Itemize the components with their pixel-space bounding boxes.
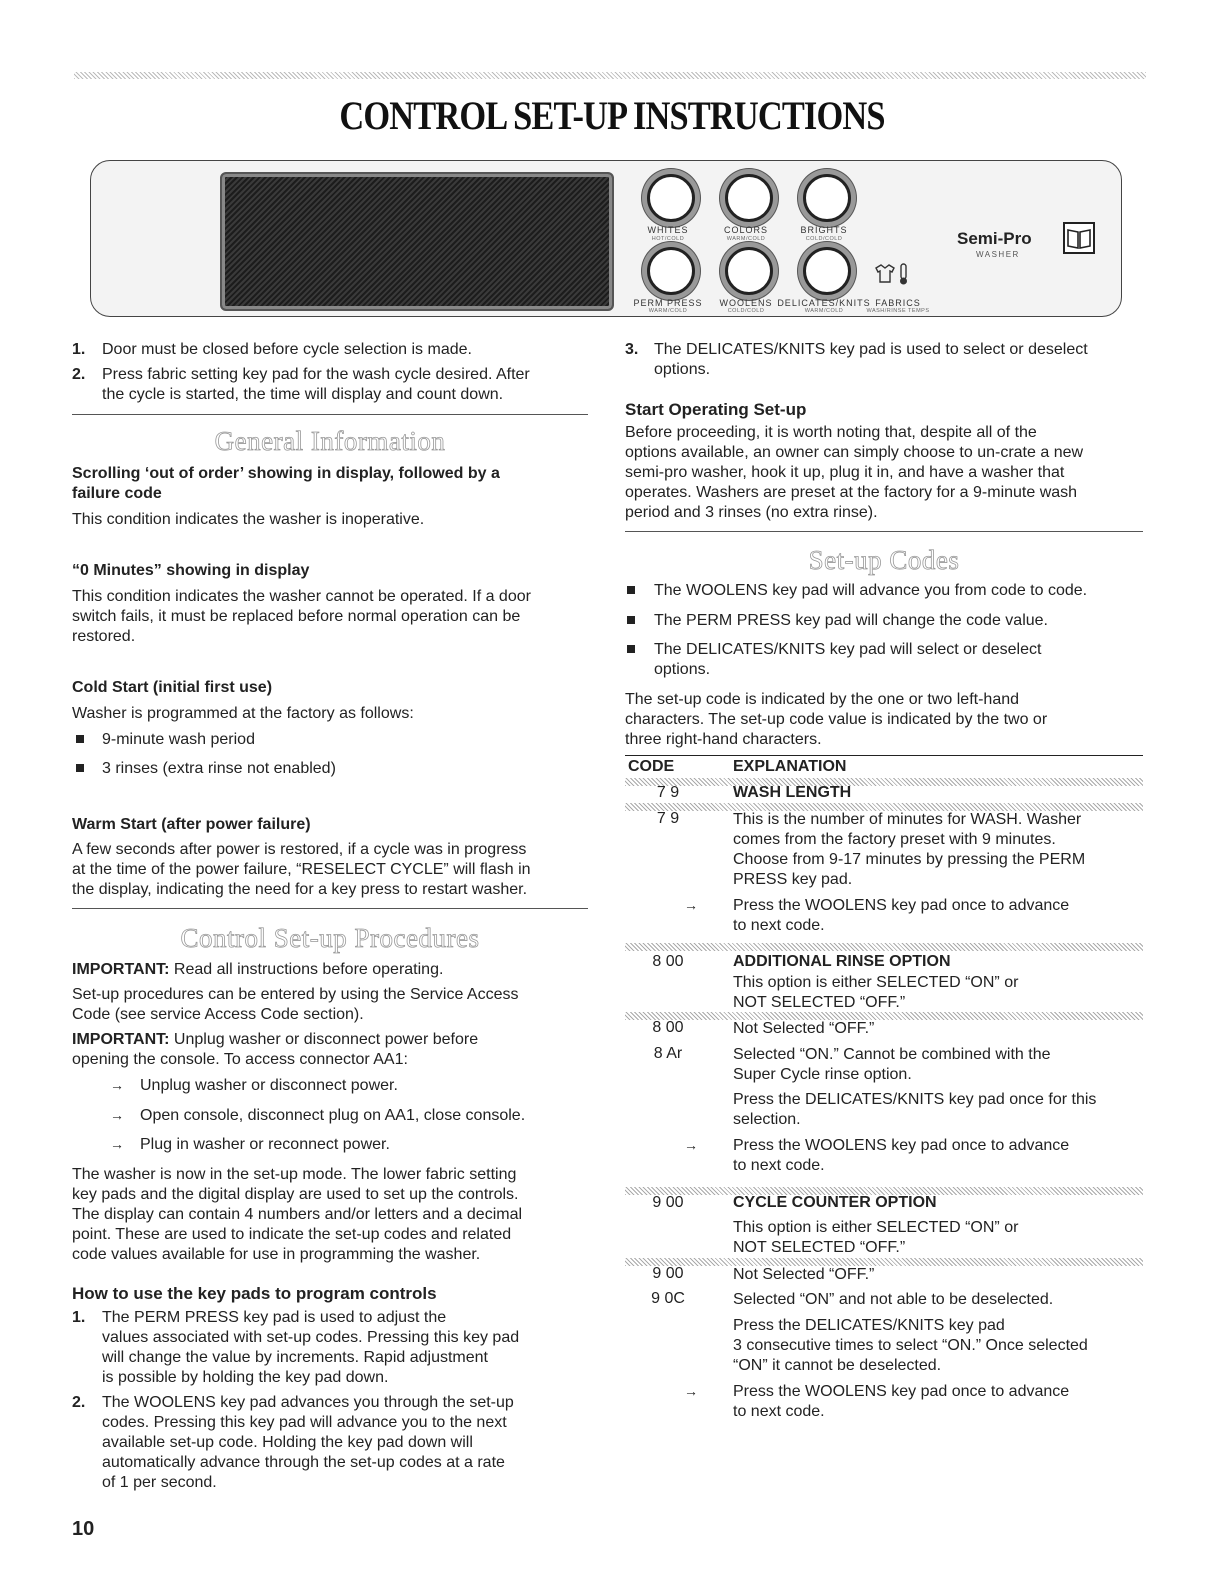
code-bullet-2: The PERM PRESS key pad will change the code value. bbox=[654, 612, 1048, 629]
delicates-knits-sub: WARM/COLD bbox=[804, 308, 844, 314]
code-text-line2: characters. The set-up code value is indicated by the two or bbox=[625, 711, 1048, 728]
page-number: 10 bbox=[72, 1518, 95, 1540]
setup-line1: The washer is now in the set-up mode. The lower fabric setting bbox=[72, 1166, 517, 1183]
howto-1-line3: will change the value by increments. Rapid adjustment bbox=[102, 1349, 488, 1366]
table-top-rule bbox=[625, 755, 1143, 756]
important-2: IMPORTANT: Unplug washer or disconnect power before bbox=[72, 1031, 479, 1048]
colors-knob bbox=[725, 174, 773, 222]
delicates-knits-knob bbox=[803, 247, 851, 295]
arrow-icon: → bbox=[684, 897, 698, 913]
start-line2: options available, an owner can simply choose to un-crate a new bbox=[625, 444, 1084, 461]
howto-heading: How to use the key pads to program controls bbox=[72, 1284, 437, 1303]
gi2-heading: “0 Minutes” showing in display bbox=[72, 562, 310, 579]
start-operating-heading: Start Operating Set-up bbox=[625, 400, 807, 419]
r800-line1: This option is either SELECTED “ON” or bbox=[733, 974, 1019, 991]
proc-arrow-3: Plug in washer or reconnect power. bbox=[140, 1136, 390, 1153]
fabrics-sub: WASH/RINSE TEMPS bbox=[866, 308, 930, 314]
step-3-num: 3. bbox=[625, 341, 639, 358]
step-1-num: 1. bbox=[72, 341, 86, 358]
colors-sub: WARM/COLD bbox=[726, 236, 766, 242]
code-bullet-1: The WOOLENS key pad will advance you from code to code. bbox=[654, 582, 1088, 599]
howto-2-num: 2. bbox=[72, 1394, 86, 1411]
bullet bbox=[627, 616, 635, 624]
gi4-line3: the display, indicating the need for a key press to restart washer. bbox=[72, 881, 528, 898]
gi3-text: Washer is programmed at the factory as follows: bbox=[72, 705, 414, 722]
r8ar-line2: Super Cycle rinse option. bbox=[733, 1066, 912, 1083]
r800-line2: NOT SELECTED “OFF.” bbox=[733, 994, 906, 1011]
gi1-heading-line2: failure code bbox=[72, 485, 162, 502]
code-text-line1: The set-up code is indicated by the one or two left-hand bbox=[625, 691, 1020, 708]
perm-press-label: PERM PRESS bbox=[633, 298, 703, 308]
proc-arrow-1: Unplug washer or disconnect power. bbox=[140, 1077, 398, 1094]
advance-2-line2: to next code. bbox=[733, 1157, 825, 1174]
digital-display bbox=[220, 172, 614, 311]
general-information-heading: General Information bbox=[214, 426, 446, 456]
code-text-line3: three right-hand characters. bbox=[625, 731, 822, 748]
hatch-rule bbox=[625, 943, 1143, 951]
gi3-heading: Cold Start (initial first use) bbox=[72, 679, 273, 696]
setup-line5: code values available for use in programming the washer. bbox=[72, 1246, 481, 1263]
advance-3-line2: to next code. bbox=[733, 1403, 825, 1420]
gi4-heading: Warm Start (after power failure) bbox=[72, 816, 311, 833]
colors-label: COLORS bbox=[723, 225, 768, 235]
whites-knob bbox=[647, 174, 695, 222]
advance-1-line2: to next code. bbox=[733, 917, 825, 934]
gi1-text: This condition indicates the washer is inoperative. bbox=[72, 511, 425, 528]
setup-line3: The display can contain 4 numbers and/or letters and a decimal bbox=[72, 1206, 523, 1223]
brand-sub: WASHER bbox=[976, 250, 1020, 259]
gi3-bullet-2: 3 rinses (extra rinse not enabled) bbox=[102, 760, 336, 777]
woolens-sub: COLD/COLD bbox=[727, 308, 765, 314]
step-3-line2: options. bbox=[654, 361, 711, 378]
bullet bbox=[627, 586, 635, 594]
howto-2-line3: available set-up code. Holding the key pad down will bbox=[102, 1434, 473, 1451]
gi2-line2: switch fails, it must be replaced before normal operation can be bbox=[72, 608, 521, 625]
brights-knob bbox=[803, 174, 851, 222]
control-setup-procedures-heading: Control Set-up Procedures bbox=[180, 923, 480, 953]
r900-line2: NOT SELECTED “OFF.” bbox=[733, 1239, 906, 1256]
step-2-text-line1: Press fabric setting key pad for the wash cycle desired. After bbox=[102, 366, 530, 383]
advance-3-line1: Press the WOOLENS key pad once to advance bbox=[733, 1383, 1070, 1400]
code-800-head: 8 00 bbox=[652, 953, 684, 970]
step-2-text-line2: the cycle is started, the time will display and count down. bbox=[102, 386, 504, 403]
r8ar-line1: Selected “ON.” Cannot be combined with the bbox=[733, 1046, 1051, 1063]
perm-press-knob bbox=[647, 247, 695, 295]
gi3-bullet-1: 9-minute wash period bbox=[102, 731, 255, 748]
start-line1: Before proceeding, it is worth noting that, despite all of the bbox=[625, 424, 1037, 441]
divider bbox=[72, 908, 588, 909]
step-1-text: Door must be closed before cycle selection is made. bbox=[102, 341, 472, 358]
code-900-head: 9 00 bbox=[652, 1194, 684, 1211]
shirt-thermometer-icon bbox=[872, 262, 922, 286]
gi1-heading-line1: Scrolling ‘out of order’ showing in display, followed by a bbox=[72, 465, 500, 482]
r90c-press-line1: Press the DELICATES/KNITS key pad bbox=[733, 1317, 1005, 1334]
start-line3: semi-pro washer, hook it up, plug it in, and have a washer that bbox=[625, 464, 1065, 481]
whites-label: WHITES bbox=[647, 225, 689, 235]
code-900: 9 00 bbox=[652, 1265, 684, 1282]
manual-book-icon bbox=[1063, 222, 1095, 254]
proc-arrow-2: Open console, disconnect plug on AA1, close console. bbox=[140, 1107, 526, 1124]
advance-1-line1: Press the WOOLENS key pad once to advance bbox=[733, 897, 1070, 914]
code-800: 8 00 bbox=[652, 1019, 684, 1036]
r79-line1: This is the number of minutes for WASH. Washer bbox=[733, 811, 1082, 828]
code-79-head: 7 9 bbox=[656, 784, 680, 801]
setup-line2: key pads and the digital display are used to set up the controls. bbox=[72, 1186, 519, 1203]
arrow-icon: → bbox=[684, 1137, 698, 1153]
r90c-text: Selected “ON” and not able to be deselected. bbox=[733, 1291, 1054, 1308]
howto-1-line4: is possible by holding the key pad down. bbox=[102, 1369, 389, 1386]
woolens-label: WOOLENS bbox=[719, 298, 773, 308]
perm-press-sub: WARM/COLD bbox=[648, 308, 688, 314]
code-8ar: 8 Ar bbox=[653, 1045, 683, 1062]
bullet bbox=[627, 645, 635, 653]
howto-2-line1: The WOOLENS key pad advances you through the set-up bbox=[102, 1394, 514, 1411]
code-90c: 9 0C bbox=[651, 1290, 685, 1307]
arrow-icon: → bbox=[110, 1107, 124, 1123]
bullet bbox=[76, 735, 84, 743]
r79-line3: Choose from 9-17 minutes by pressing the PERM bbox=[733, 851, 1086, 868]
advance-2-line1: Press the WOOLENS key pad once to advance bbox=[733, 1137, 1070, 1154]
brights-label: BRIGHTS bbox=[800, 225, 848, 235]
r8ar-press-line1: Press the DELICATES/KNITS key pad once for this bbox=[733, 1091, 1097, 1108]
step-2-num: 2. bbox=[72, 366, 86, 383]
delicates-knits-label: DELICATES/KNITS bbox=[777, 298, 871, 308]
howto-1-num: 1. bbox=[72, 1309, 86, 1326]
setup-codes-heading: Set-up Codes bbox=[808, 545, 960, 575]
woolens-knob bbox=[725, 247, 773, 295]
important-1: IMPORTANT: Read all instructions before operating. bbox=[72, 961, 444, 978]
gi2-line1: This condition indicates the washer cannot be operated. If a door bbox=[72, 588, 531, 605]
additional-rinse-title: ADDITIONAL RINSE OPTION bbox=[733, 953, 951, 970]
wash-length-title: WASH LENGTH bbox=[733, 784, 852, 801]
arrow-icon: → bbox=[684, 1383, 698, 1399]
code-bullet-3-line1: The DELICATES/KNITS key pad will select or deselect bbox=[654, 641, 1042, 658]
divider bbox=[625, 531, 1143, 532]
top-rule bbox=[74, 72, 1146, 79]
brights-sub: COLD/COLD bbox=[805, 236, 843, 242]
code-79: 7 9 bbox=[656, 810, 680, 827]
gi4-line2: at the time of the power failure, “RESELECT CYCLE” will flash in bbox=[72, 861, 531, 878]
r79-line2: comes from the factory preset with 9 minutes. bbox=[733, 831, 1056, 848]
howto-2-line2: codes. Pressing this key pad will advance you to the next bbox=[102, 1414, 507, 1431]
start-line4: operates. Washers are preset at the factory for a 9-minute wash bbox=[625, 484, 1078, 501]
th-code: CODE bbox=[628, 758, 675, 775]
bullet bbox=[76, 764, 84, 772]
arrow-icon: → bbox=[110, 1077, 124, 1093]
r900-line1: This option is either SELECTED “ON” or bbox=[733, 1219, 1019, 1236]
page-title: CONTROL SET-UP INSTRUCTIONS bbox=[339, 93, 885, 138]
howto-2-line5: of 1 per second. bbox=[102, 1474, 217, 1491]
r800-not-selected: Not Selected “OFF.” bbox=[733, 1020, 875, 1037]
divider bbox=[72, 414, 588, 415]
howto-2-line4: automatically advance through the set-up codes at a rate bbox=[102, 1454, 505, 1471]
proc-text-line1: Set-up procedures can be entered by using the Service Access bbox=[72, 986, 519, 1003]
step-3-line1: The DELICATES/KNITS key pad is used to select or deselect bbox=[654, 341, 1088, 358]
brand-name: Semi-Pro bbox=[957, 229, 1032, 248]
howto-1-line1: The PERM PRESS key pad is used to adjust the bbox=[102, 1309, 447, 1326]
whites-sub: HOT/COLD bbox=[651, 236, 685, 242]
fabrics-label: FABRICS bbox=[875, 298, 921, 308]
gi4-line1: A few seconds after power is restored, if a cycle was in progress bbox=[72, 841, 527, 858]
proc-text-line2: Code (see service Access Code section). bbox=[72, 1006, 364, 1023]
r90c-press-line2: 3 consecutive times to select “ON.” Once selected bbox=[733, 1337, 1088, 1354]
th-explanation: EXPLANATION bbox=[733, 758, 847, 775]
start-line5: period and 3 rinses (no extra rinse). bbox=[625, 504, 878, 521]
howto-1-line2: values associated with set-up codes. Pressing this key pad bbox=[102, 1329, 520, 1346]
r8ar-press-line2: selection. bbox=[733, 1111, 801, 1128]
cycle-counter-title: CYCLE COUNTER OPTION bbox=[733, 1194, 937, 1211]
r79-line4: PRESS key pad. bbox=[733, 871, 853, 888]
arrow-icon: → bbox=[110, 1136, 124, 1152]
important-2-line2: opening the console. To access connector AA1: bbox=[72, 1051, 408, 1068]
r90c-press-line3: “ON” it cannot be deselected. bbox=[733, 1357, 942, 1374]
gi2-line3: restored. bbox=[72, 628, 136, 645]
r900-not-selected: Not Selected “OFF.” bbox=[733, 1266, 875, 1283]
setup-line4: point. These are used to indicate the set-up codes and related bbox=[72, 1226, 512, 1243]
code-bullet-3-line2: options. bbox=[654, 661, 711, 678]
